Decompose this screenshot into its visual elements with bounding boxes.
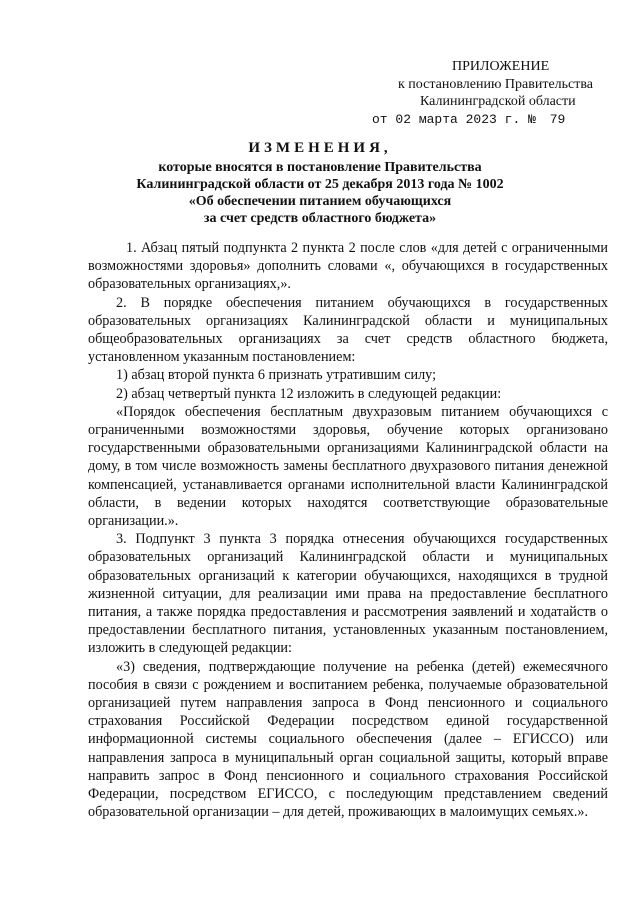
decree-number: 79 — [549, 111, 566, 127]
appendix-block — [370, 58, 618, 128]
appendix-line-1: к постановлению Правительства — [398, 76, 594, 92]
paragraph-2-quote: «Порядок обеспечения бесплатным двухразовым питанием обучающихся с ограниченными возможностями здоровья, обучение которых организовано государственными образовательными организациями Калининградской области на дому, в том числе возможность замены бесплатного двухразового питания денежной компенсацией, устанавливается органами исполнительной власти Калининградской области, в ведении которых находятся соответствующие образовательные организации.». — [88, 403, 608, 530]
title-line-3: «Об обеспечении питанием обучающихся — [188, 194, 452, 209]
paragraph-1: 1. Абзац пятый подпункта 2 пункта 2 после слов «для детей с ограниченными возможностями здоровья» дополнить словами «, обучающихся в государственных образовательных организациях,». — [88, 240, 608, 293]
title-heading: ИЗМЕНЕНИЯ, — [248, 140, 392, 156]
paragraph-3: 3. Подпункт 3 пункта 3 порядка отнесения обучающихся государственных образовательных организаций Калининградской области и муниципальных образовательных организаций к категории обучающихся, находящихся в трудной жизненной ситуации, для реализации ими права на предоставление бесплатного питания, а также порядка предоставления и рассмотрения заявлений и ходатайств о предоставлении бесплатного питания, установленных указанным постановлением, изложить в следующей редакции: — [88, 531, 608, 657]
appendix-line-2: Калининградской области — [420, 94, 576, 109]
paragraph-2: 2. В порядке обеспечения питанием обучающихся в государственных образовательных организациях Калининградской области и муниципальных общеобразовательных организациях за счет средств областного бюджета, установленном указанным постановлением: — [88, 294, 608, 366]
date-prefix: от — [372, 111, 388, 127]
title-line-2: Калининградской области от 25 декабря 2013 года № 1002 — [136, 177, 504, 192]
decree-date: 02 марта 2023 г. — [395, 111, 521, 127]
paragraph-2-item-2: 2) абзац четвертый пункта 12 изложить в следующей редакции: — [116, 385, 502, 402]
document-body — [88, 239, 608, 822]
appendix-date-line — [370, 111, 618, 129]
paragraph-2-item-1: 1) абзац второй пункта 6 признать утратившим силу; — [116, 367, 437, 384]
title-line-4: за счет средств областного бюджета» — [203, 211, 437, 226]
paragraph-3-quote: «3) сведения, подтверждающие получение на ребенка (детей) ежемесячного пособия в связи с рождением и воспитанием ребенка, получаемые образовательной организацией путем направления запроса в Фонд пенсионного и социального страхования Российской Федерации посредством единой государственной информационной системы социального обеспечения (далее – ЕГИССО) или направления запроса в муниципальный орган социальной защиты, который вправе направить запрос в Фонд пенсионного и социального страхования Российской Федерации, посредством ЕГИССО, с последующим представлением сведений образовательной организации – для детей, проживающих в малоимущих семьях.». — [88, 658, 608, 821]
document-title — [85, 140, 555, 227]
title-line-1: которые вносятся в постановление Правительства — [158, 160, 482, 175]
number-label: № — [528, 111, 536, 127]
appendix-label: ПРИЛОЖЕНИЕ — [452, 59, 550, 74]
